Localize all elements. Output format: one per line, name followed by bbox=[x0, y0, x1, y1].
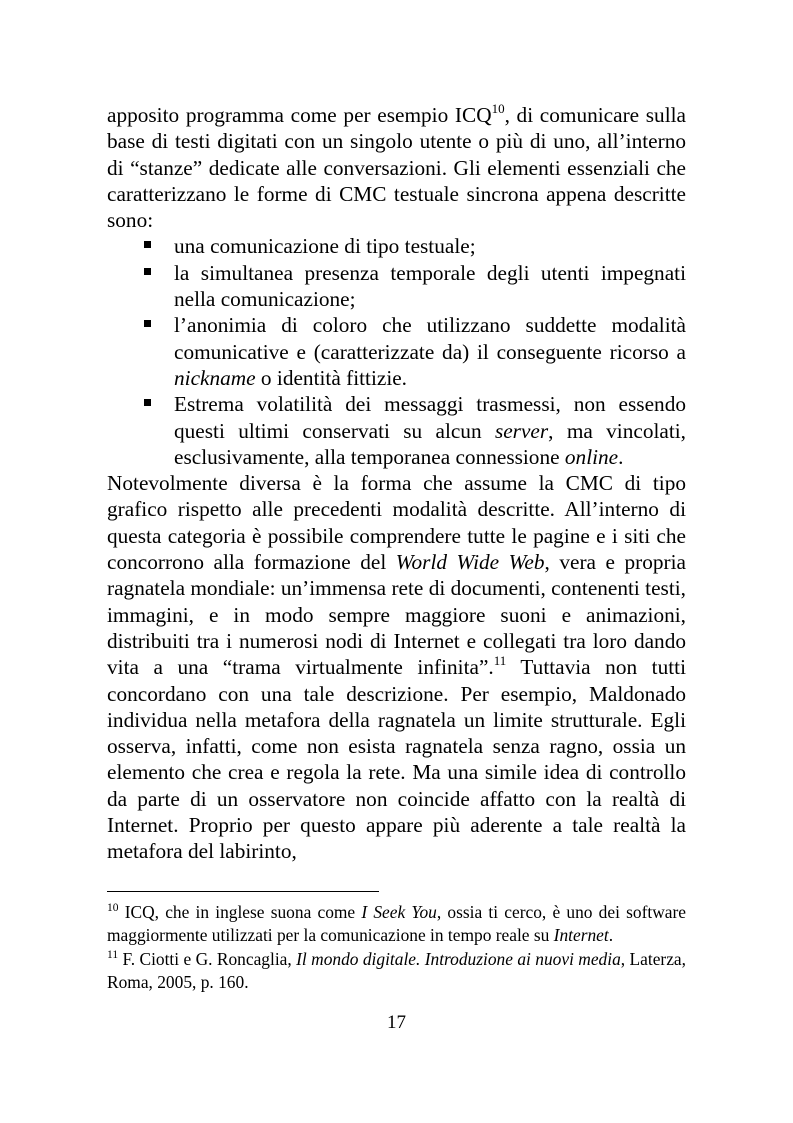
footnote-11: $^{11}$ F. Ciotti e G. Roncaglia, Il mondo digitale. Introduzione ai nuovi media, Laterza, Roma, 2005, p. 160. bbox=[107, 948, 686, 993]
bullet-list bbox=[107, 233, 686, 470]
list-item: l’anonimia di coloro che utilizzano suddette modalità comunicative e (caratterizzate da) il conseguente ricorso a nickname o identità fittizie. bbox=[174, 312, 686, 391]
footnote-separator bbox=[107, 891, 379, 892]
square-bullet-icon bbox=[144, 399, 151, 406]
footnote-ref-10[interactable]: 10 bbox=[491, 101, 505, 116]
square-bullet-icon bbox=[144, 268, 151, 275]
page-number: 17 bbox=[387, 1012, 406, 1033]
square-bullet-icon bbox=[144, 241, 151, 248]
list-item: la simultanea presenza temporale degli utenti impegnati nella comunicazione; bbox=[174, 260, 686, 313]
paragraph-2: Notevolmente diversa è la forma che assume la CMC di tipo grafico rispetto alle precedenti modalità descritte. All’interno di questa categoria è possibile comprendere tutte le pagine e i siti che concorrono alla formazione del World Wide Web, vera e propria ragnatela mondiale: un’immensa rete di documenti, contenenti testi, immagini, e in modo sempre maggiore suoni e animazioni, distribuiti tra i numerosi nodi di Internet e collegati tra loro dando vita a una “trama virtualmente infinita”.$^{11}$ Tuttavia non tutti concordano con una tale descrizione. Per esempio, Maldonado individua nella metafora della ragnatela un limite strutturale. Egli osserva, infatti, come non esista ragnatela senza ragno, ossia un elemento che crea e regola la rete. Ma una simile idea di controllo da parte di un osservatore non coincide affatto con la realtà di Internet. Proprio per questo appare più aderente a tale realtà la metafora del labirinto, bbox=[107, 471, 686, 864]
footnote-10: $^{10}$ ICQ, che in inglese suona come I Seek You, ossia ti cerco, è uno dei software maggiormente utilizzati per la comunicazione in tempo reale su Internet. bbox=[107, 902, 686, 946]
list-item: Estrema volatilità dei messaggi trasmessi, non essendo questi ultimi conservati su alcun server, ma vincolati, esclusivamente, alla temporanea connessione online. bbox=[174, 391, 686, 470]
footnotes bbox=[107, 901, 686, 995]
paragraph-1: apposito programma come per esempio ICQ$^{10}$, di comunicare sulla base di testi digitati con un singolo utente o più di uno, all’interno di “stanze” dedicate alle conversazioni. Gli elementi essenziali che caratterizzano le forme di CMC testuale sincrona appena descritte sono: bbox=[107, 101, 686, 233]
square-bullet-icon bbox=[144, 320, 151, 327]
main-text bbox=[107, 102, 686, 865]
list-item: una comunicazione di tipo testuale; bbox=[174, 233, 686, 259]
footnote-ref-11[interactable]: 11 bbox=[493, 653, 507, 669]
